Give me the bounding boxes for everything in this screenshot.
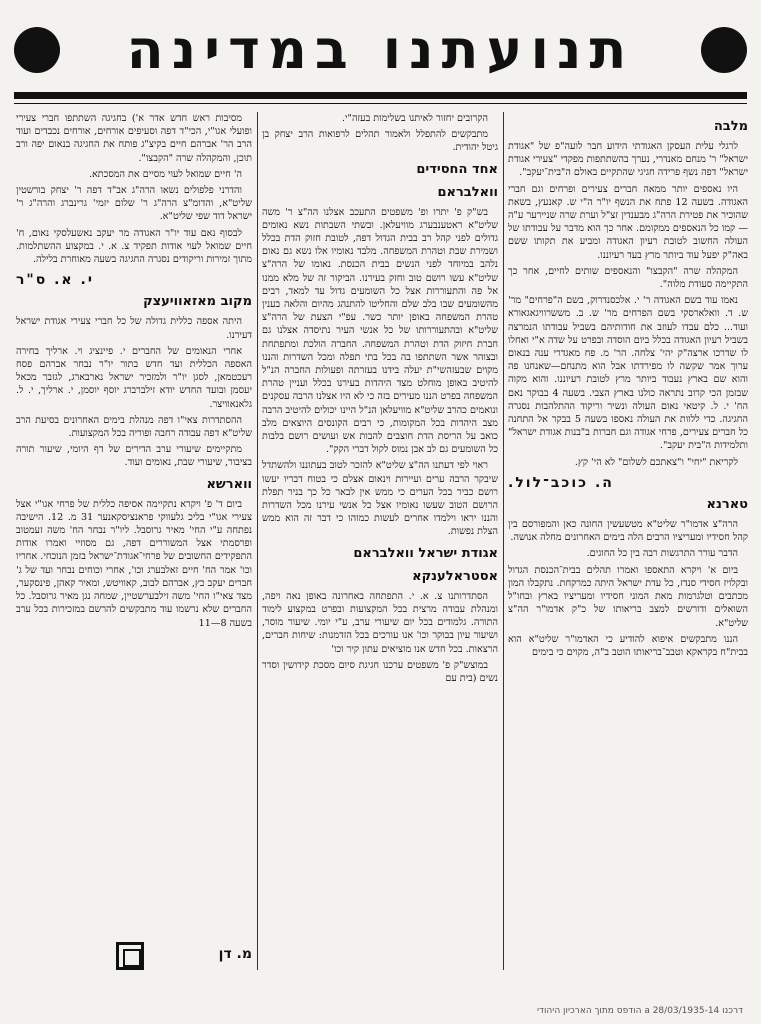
- right-bullet-icon: [701, 27, 747, 73]
- article-paragraph: היתה אספה כללית גדולה של כל חברי צעירי אגודת ישראל דעירנו.: [16, 316, 252, 341]
- article-paragraph: והדרני פלפולים נשאו הרה"ג אב"ד דפה ר' יצחק בורשטין שליט"א, והדומ"צ הרה"ג ר' שלום יזמי' גרינברג והרה"ג ר' ישראל דוד שפי שליט"א.: [16, 185, 252, 223]
- article-signature: ה. כוכב־לול.: [508, 474, 614, 491]
- article-paragraph: מתקיימים שיעורי ערב הדירים של דף היומי, שיעור תורה בציבור, שיעורי שבת, נאומים ועוד.: [16, 444, 252, 469]
- section-heading: וואלבראם: [437, 184, 498, 200]
- article-paragraph: מסיבות ראש חדש אדר א') בחגיגה השתתפו חברי צעירי ופועלי אגו"י, הכי"ד דפה וסעיפים אורחים, אורחים נכבדים ועוד הרב הר' אברהם חיים בקיצ"ג פותח את החגיגה בנאום יפה ורב תוכן, והמקהלה שרה "הקבצו".: [16, 113, 252, 164]
- column-middle: [262, 112, 498, 970]
- archive-footer-text: דרכנו 14-a 28/03/1935 הודפס מתוך הארכיון היהודי: [537, 1006, 743, 1016]
- column-left: [16, 112, 252, 970]
- article-paragraph: בש"ק פ' יתרו ופ' משפטים התעכב אצלנו הה"צ ר' משה שליט"א ראטענבערג מוויעלאן. ובשתי השבתות נשא נאומים גדולים לפני קהל רב בבית הגדול דפה, לטובת חזוק הדת בכלל ושמירת שבת וטהרת המשפחה. מלבד נאומיו אלו נשא גם נאום נלהב במיוחד לפני הנשים בבית הכנסת. נאומו של הרה"צ שליט"א עשו רושם טוב וחזק בעירנו. הביקור זה של מלא ממנו אל פה והתעוררות אצל כל השומעים גדול עד למאד, רבים מהשומעים שבו בלב שלם והחליטו להתנהג מהיום והלאה בענין טהרת המשפחה באופן יותר כשר. עפ"י הצעת של הרה"צ שליט"א ובהתעוררותו של כל אנשי העיר נתיסדה אצלנו גם חברת חיזוק הדת וטהרת המשפחה. החברה הולכת ומתפתחת ובצוהר אשר השתתפו בה בכל בתי תפלה ומכל השדרות והננו מקוים שבעזהשי"ת יעלה בידנו בעזרתה ופעולות החברה הנ"ל להיטיב באופן מוחלט מצד היהדות בעירנו בכלל ועניין טהרת המשפחה בפרט הננו מעירים בזה כי לא היו אצלנו הרבה עסקנים ונואמים כהרב שליט"א מוויעלאן הנ"ל היינו יכולים להיטיב הרבה מצב היהדות בכל המקומות, כי רבים הקונסים היוצאים מלב כואב על הריסת הדת חוצבים להבות אש ועושים רושם בלבות כל השומעים גם לב אבן נמוס לקול דברי הקק".: [262, 206, 498, 456]
- masthead-title: תנועתנו במדינה: [126, 18, 635, 81]
- section-heading: אסטראלענקא: [412, 568, 498, 584]
- article-paragraph: המקהלה שרה "הקבצו" והנאספים שותים לחיים, אחר כך התקיימה סעודת מלוה".: [508, 265, 748, 291]
- article-paragraph: מתבקשים להתפלל ולאמור תהלים לרפואות הרב יצחק בן גיטל יהודית.: [262, 129, 498, 154]
- article-paragraph: במוצש"ק פ' משפטים ערכנו חגיגת סיום מסכת קידושין וסדר נשים (בית עם: [262, 659, 498, 684]
- article-paragraph: ביום ד' פ' ויקרא נתקיימה אסיפה כללית של פרחי אגו"י אצל צעירי אגו"י בליכ גלעווקי פראנציסקאנער 31 מ. 12. הישיבה נפתחה ע"י החי' מאיר גרוסבל. ליו"ר נבחר הח' משה זעמטוב ופרסמתי אצל המשוררים דפה, גם מסוזיי ואמרו אודות התפקידים החשובים של פרחי־אגודת־ישראל בזמן הנוכחי. אחריו וכו' אמר הח' חיים זאלבערג וכו', אחרי וכוחים נבחר ועד של ג' חברים יעקב כץ, אברהם לבוב, קאוויטש, ומאיר קאהן, פינסקער, מצד צאי"ו החי' משה זילבערשטיין, שמחה נגן מאיר גרוסבל. כל החברים שלא נרשמו עוד מתבקשים להרשם במזכירות בכל ערב בשעה 8—11: [16, 498, 252, 629]
- article-paragraph: היו נאספים יותר ממאה חברים צעירים ופרחים וגם חברי האגודה. בשעה 12 פתח את הנשף יו"ר ה"י ש. קאנעץ, בשאת שהוכיר את פטירת הרה"ג מבענדין זצ"ל וערת שרה שניירער ע"ה — קמו כל הנאספים ממקומם. אחר כך הוא מדבר על עבודתו של העולה החשוב לטובת רעיון האגודה ומביע את תקותו ששם באה"ק יפעל עוד ביותר מרץ בעד רעיוננו.: [508, 183, 748, 261]
- masthead: [14, 14, 747, 86]
- section-heading: מלבה: [713, 119, 748, 134]
- article-paragraph: הסתדרותנו צ. א. י. התפתחה באחרונה באופן נאה ויפה, ומנהלת עבודה מרצית בכל המקצועות ובפרט במקצוע לימוד התורה. גלמודים בכל יום שיעורי ערב, ע"י יומי. שיעור מוסר, ושיעור עיון בבוקר וכו' אנו עורכים בכל הזדמנות: שיחות חברים, הרצאות. בכל חדש אנו מוציאים עתון קיר וכו': [262, 590, 498, 655]
- article-paragraph: הרה"צ אדמו"ר שליט"א מטשעשין החונה כאן והמפורסם בין קהל חסידיו ומעריציו הרבים הלה בימים האחרונים מחלה אנושה.: [508, 519, 748, 544]
- section-heading: אחד החסידים: [416, 161, 498, 177]
- column-right: [508, 112, 748, 970]
- column-divider: [257, 112, 258, 970]
- article-paragraph: הננו מתבקשים איפוא להודיע כי האדמו"ר שליט"א הוא בבית"ח בקראקא וטבב־בריאותו הוטב ב"ה, מקוים כי בימים: [508, 633, 748, 658]
- article-paragraph: לקריאת "יחי" ו"צאתכם לשלום" לא הי' קץ.: [574, 456, 738, 468]
- section-heading: מקוב מאזאוויעצק: [143, 294, 252, 310]
- printer-mark-icon: [116, 942, 144, 970]
- article-paragraph: ההסתדרות צאי"ו דפה מנהלת בימים האחרונים בסיעת הרב שליט"א דפה עבודה רחבה ופוריה בכל המקצועות.: [16, 414, 252, 440]
- masthead-rule-thin: [14, 103, 747, 104]
- section-heading: טארנא: [706, 497, 748, 513]
- archive-footer: [0, 1004, 761, 1020]
- article-signature: י. א. ס"ר: [16, 272, 94, 289]
- article-paragraph: הדבר עורר התרגשות רבה בין כל החוגים.: [586, 548, 738, 560]
- left-bullet-icon: [14, 27, 60, 73]
- section-heading: ווארשא: [206, 476, 252, 492]
- article-paragraph: אחרי הנאומים של החברים י. פיינציג וי. ארליך בחירה האספה הכללית ועד חדש בתור יו"ר נבחר אברהם פסח רעכטמאן, לסגן יו"ר ולמזכיר ישראל נארבארג, לגזבר מכאל יעסמן ובועד החדש יודא זילברברג יוסף יוסמן, י. ארליך, י. ל. גלאנאוויצר.: [16, 345, 252, 410]
- bottom-row: [16, 942, 252, 982]
- article-paragraph: ביום א' ויקרא התאספו ואמרו תהלים בבית־הכנסת הגדול ובקלויז חסידי סנדז, כל עדת ישראל היתה כמרקחת. נתקבלו המון מכתבים וטלגרמות מאת המוני חסידיו ומעריציו בארץ ובחו"ל השואלים ודורשים למצב בריאותו של כ"ק אדמו"ר הה"צ שליט"א.: [508, 564, 748, 629]
- section-heading: אגודת ישראל וואלבראם: [353, 545, 498, 561]
- article-paragraph: ראוי לפי דעתנו הה"צ שליט"א להזכר לטוב בעתוננו ולהשתדל שיבקר הרבה ערים ועיירות וינאום אצלם כי בטוח דבריו יעשו רושם כביר בכל הערים כי ממש אין לבאר כל כך בניר תפלת הרושם הטוב שעשו נאומיו אצל כל אנשי עירנו מכל השדרות והננו יראו וילמדו אחרים לעשות כמוהו כי דבר זה הוא ממש הצלת נפשות.: [262, 460, 498, 538]
- article-paragraph: הקרובים יחזור לאיתנו בשלימות בעזה"י.: [341, 113, 488, 124]
- bottom-signature: מ. דן: [218, 946, 252, 962]
- column-divider: [503, 112, 504, 970]
- article-paragraph: לרגלי עלית העסקן האגודתי הידוע חבר לועה"פ של "אגודת ישראל" ר' מנחם מאנדרי, נערך בהשתתפות מפקדי "צעירי אגודת ישראל" דפה נשף פרידה חגיגי שהתקיים באולם ה"בית־יעקב".: [508, 141, 748, 179]
- masthead-rule-thick: [14, 92, 747, 99]
- article-paragraph: נאמו עוד בשם האגודה ר' י. אלכסנדרוק, בשם ה"פרחים" מר' ש. ד. וואלארסקי בשם הפרחים מר' ש. ב. מששרוויגאגאורא ועוד... כלם עבדו לעוזב את חודותיהם בשביל עבודתו הנמרצה בשביל רעיון האגודה בכלל ביום הוסדה ובפרט על שדה א"י ואחלו לו שדרכו ארצה"ק יהי' צלחה. הר' מ. פח מאגדרי ענה בנאום ערוך אמר שקשה לו מפירדתו אבל הוא מתנחם—שאנחנו פה והוא שם בארץ נעבוד ביותר מרץ לטובת רעיוננו. והוא מקוה שבזמן הכי קרוב נתראה כולנו בארץ הצבי. בשעה 4 בבוקר נאם הח' י. ל. קיטאי נאום העולה ונשיר וריקוד ההתלהבות נסגרה החגיגה. כדי ללוות את העולה נאספו בשעה 5 בבקר אל התחנה כל חברים צעירים, פרחי אגודה וגם חברות ב"בנות אגודת ישראל" ותלמידות ה"בית יעקב".: [508, 295, 748, 452]
- article-paragraph: ה' חיים שמואל לעוי מסיים את המסכתא.: [89, 168, 242, 180]
- article-paragraph: לבסוף נאם עוד יו"ר האגודה מר יעקב נאשעלסקי נאום, ח' חיים שמואל לעוי אודות תפקיד צ. א. י. במקצוע ההשתלמות. מתוך זמירות וריקודים נסגרה החגיגה בשעה מאוחרת בלילה.: [16, 227, 252, 266]
